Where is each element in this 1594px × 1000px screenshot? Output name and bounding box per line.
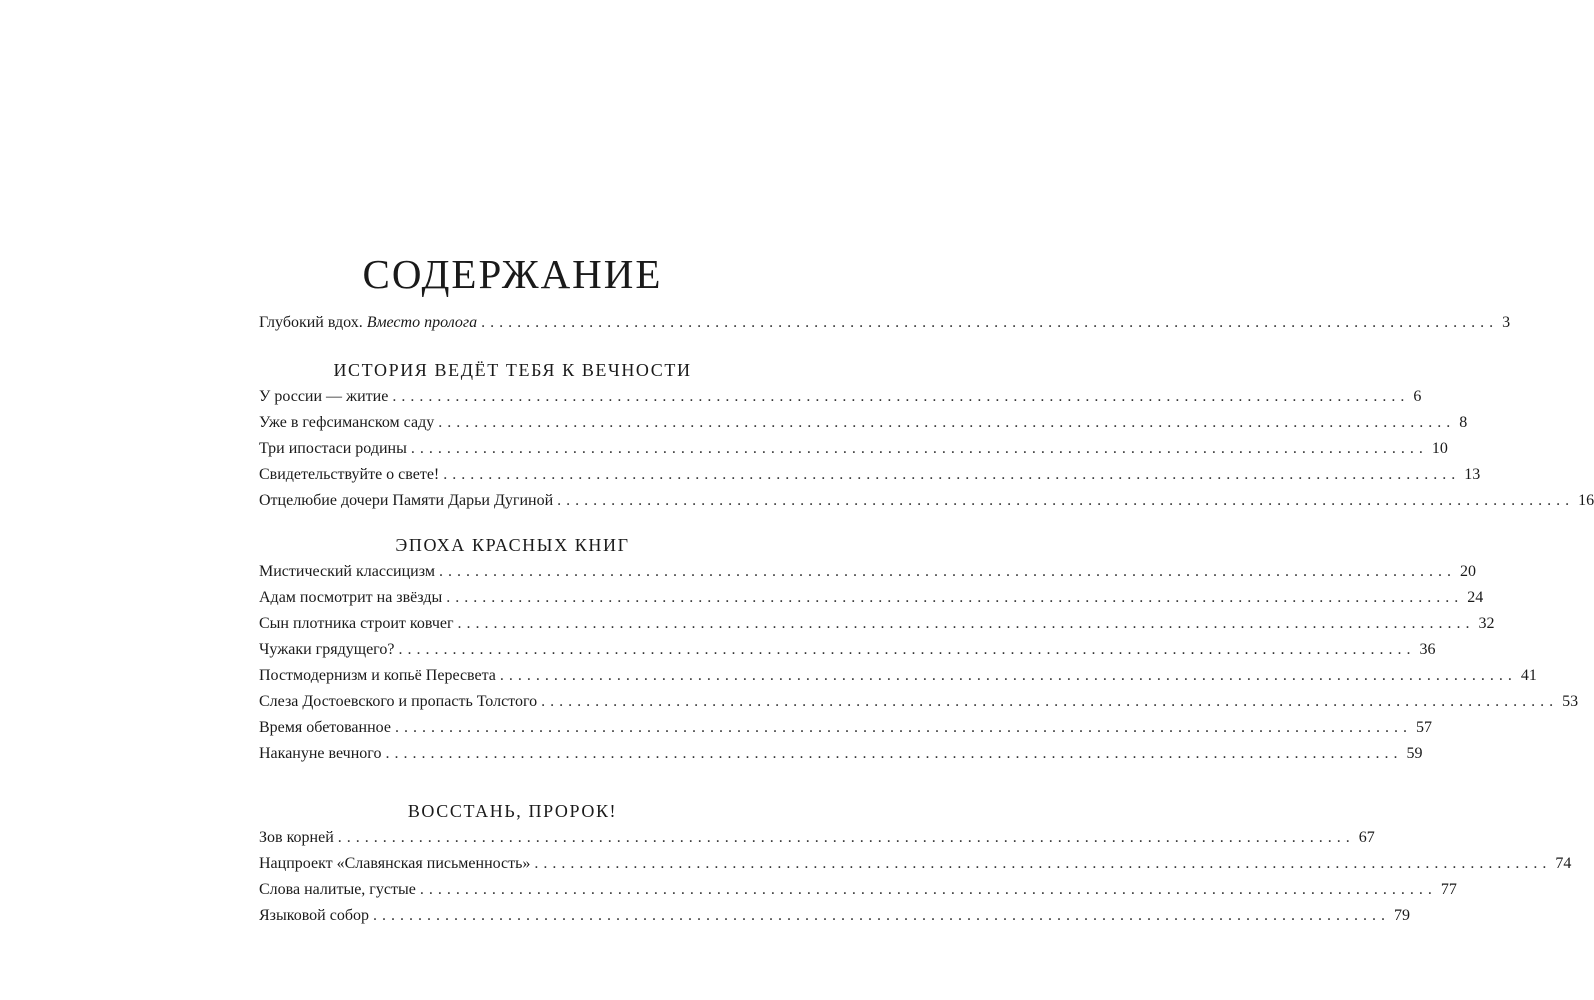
entry-title: Сын плотника строит ковчег (259, 615, 454, 632)
dot-leader: ................................................................................................................. (385, 745, 1403, 762)
toc-entry (259, 637, 1436, 663)
toc-entry (259, 611, 1495, 637)
entry-title: Постмодернизм и копьё Пересвета (259, 667, 496, 684)
dot-leader: ................................................................................................................. (394, 719, 1412, 736)
toc-entry (259, 825, 1375, 851)
entry-title: У россии — житие (259, 388, 389, 405)
entry-page-number: 36 (1419, 641, 1436, 658)
dot-leader: ................................................................................................................. (534, 855, 1552, 872)
entry-title: Слеза Достоевского и пропасть Толстого (259, 693, 538, 710)
entry-title: Свидетельствуйте о свете! (259, 466, 440, 483)
toc-entry (259, 689, 1579, 715)
dot-leader: ................................................................................................................. (438, 414, 1456, 431)
dot-leader: ................................................................................................................. (438, 563, 1456, 580)
toc-entry (259, 384, 1422, 410)
entry-page-number: 10 (1431, 440, 1448, 457)
entry-title: Отцелюбие дочери Памяти Дарьи Дугиной (259, 492, 554, 509)
entry-title: Время обетованное (259, 719, 391, 736)
toc-entry (259, 585, 1484, 611)
toc-entry (259, 715, 1432, 741)
dot-leader: ................................................................................................................. (446, 589, 1464, 606)
entry-page-number: 79 (1393, 907, 1410, 924)
entry-page-number: 41 (1520, 667, 1537, 684)
entry-title: Уже в гефсиманском саду (259, 414, 435, 431)
entry-page-number: 13 (1464, 466, 1481, 483)
entry-title: Глубокий вдох. Вместо пролога (259, 314, 478, 331)
dot-leader: ................................................................................................................. (419, 881, 1437, 898)
toc-entry (259, 877, 1457, 903)
toc-entry-prologue (259, 310, 1511, 336)
entry-title: Слова налитые, густые (259, 881, 416, 898)
toc-entry (259, 903, 1410, 929)
toc-section-2 (259, 531, 1579, 767)
toc-section-1 (259, 356, 1594, 514)
toc-entry (259, 741, 1423, 767)
dot-leader: ................................................................................................................. (392, 388, 1410, 405)
entry-title: Чужаки грядущего? (259, 641, 395, 658)
entry-page-number: 6 (1413, 388, 1422, 405)
entry-page-number: 3 (1502, 314, 1511, 331)
section-heading: ЭПОХА КРАСНЫХ КНИГ (395, 535, 630, 555)
dot-leader: ................................................................................................................. (398, 641, 1416, 658)
toc-entry (259, 410, 1468, 436)
dot-leader: ................................................................................................................. (499, 667, 1517, 684)
entry-title: Адам посмотрит на звёзды (259, 589, 443, 606)
dot-leader: ................................................................................................................. (372, 907, 1390, 924)
entry-page-number: 24 (1467, 589, 1484, 606)
toc-entry (259, 559, 1476, 585)
toc-entry (259, 488, 1594, 514)
entry-title: Мистический классицизм (259, 563, 435, 580)
table-of-contents (259, 250, 1594, 929)
dot-leader: ................................................................................................................. (457, 615, 1475, 632)
entry-title: Зов корней (259, 829, 334, 846)
entry-page-number: 67 (1358, 829, 1375, 846)
entry-title: Три ипостаси родины (259, 440, 407, 457)
dot-leader: ................................................................................................................. (541, 693, 1559, 710)
entry-page-number: 16 (1578, 492, 1594, 509)
entry-page-number: 74 (1555, 855, 1572, 872)
entry-page-number: 57 (1415, 719, 1432, 736)
toc-entry (259, 663, 1537, 689)
toc-entry (259, 436, 1448, 462)
dot-leader: ................................................................................................................. (557, 492, 1575, 509)
entry-title: Нацпроект «Славянская письменность» (259, 855, 531, 872)
entry-page-number: 77 (1440, 881, 1457, 898)
entry-page-number: 59 (1406, 745, 1423, 762)
section-heading: ИСТОРИЯ ВЕДЁТ ТЕБЯ К ВЕЧНОСТИ (333, 360, 692, 380)
page-title: СОДЕРЖАНИЕ (362, 251, 663, 297)
toc-entry (259, 851, 1572, 877)
entry-title: Накануне вечного (259, 745, 382, 762)
dot-leader: ................................................................................................................. (443, 466, 1461, 483)
dot-leader: ................................................................................................................. (337, 829, 1355, 846)
entry-title: Языковой собор (259, 907, 369, 924)
entry-page-number: 32 (1478, 615, 1495, 632)
toc-section-3 (259, 797, 1572, 929)
entry-page-number: 20 (1459, 563, 1476, 580)
dot-leader: ................................................................................................................. (481, 314, 1499, 331)
entry-page-number: 53 (1562, 693, 1579, 710)
toc-entry (259, 462, 1481, 488)
dot-leader: ................................................................................................................. (410, 440, 1428, 457)
section-heading: ВОССТАНЬ, ПРОРОК! (407, 801, 618, 821)
entry-page-number: 8 (1459, 414, 1468, 431)
